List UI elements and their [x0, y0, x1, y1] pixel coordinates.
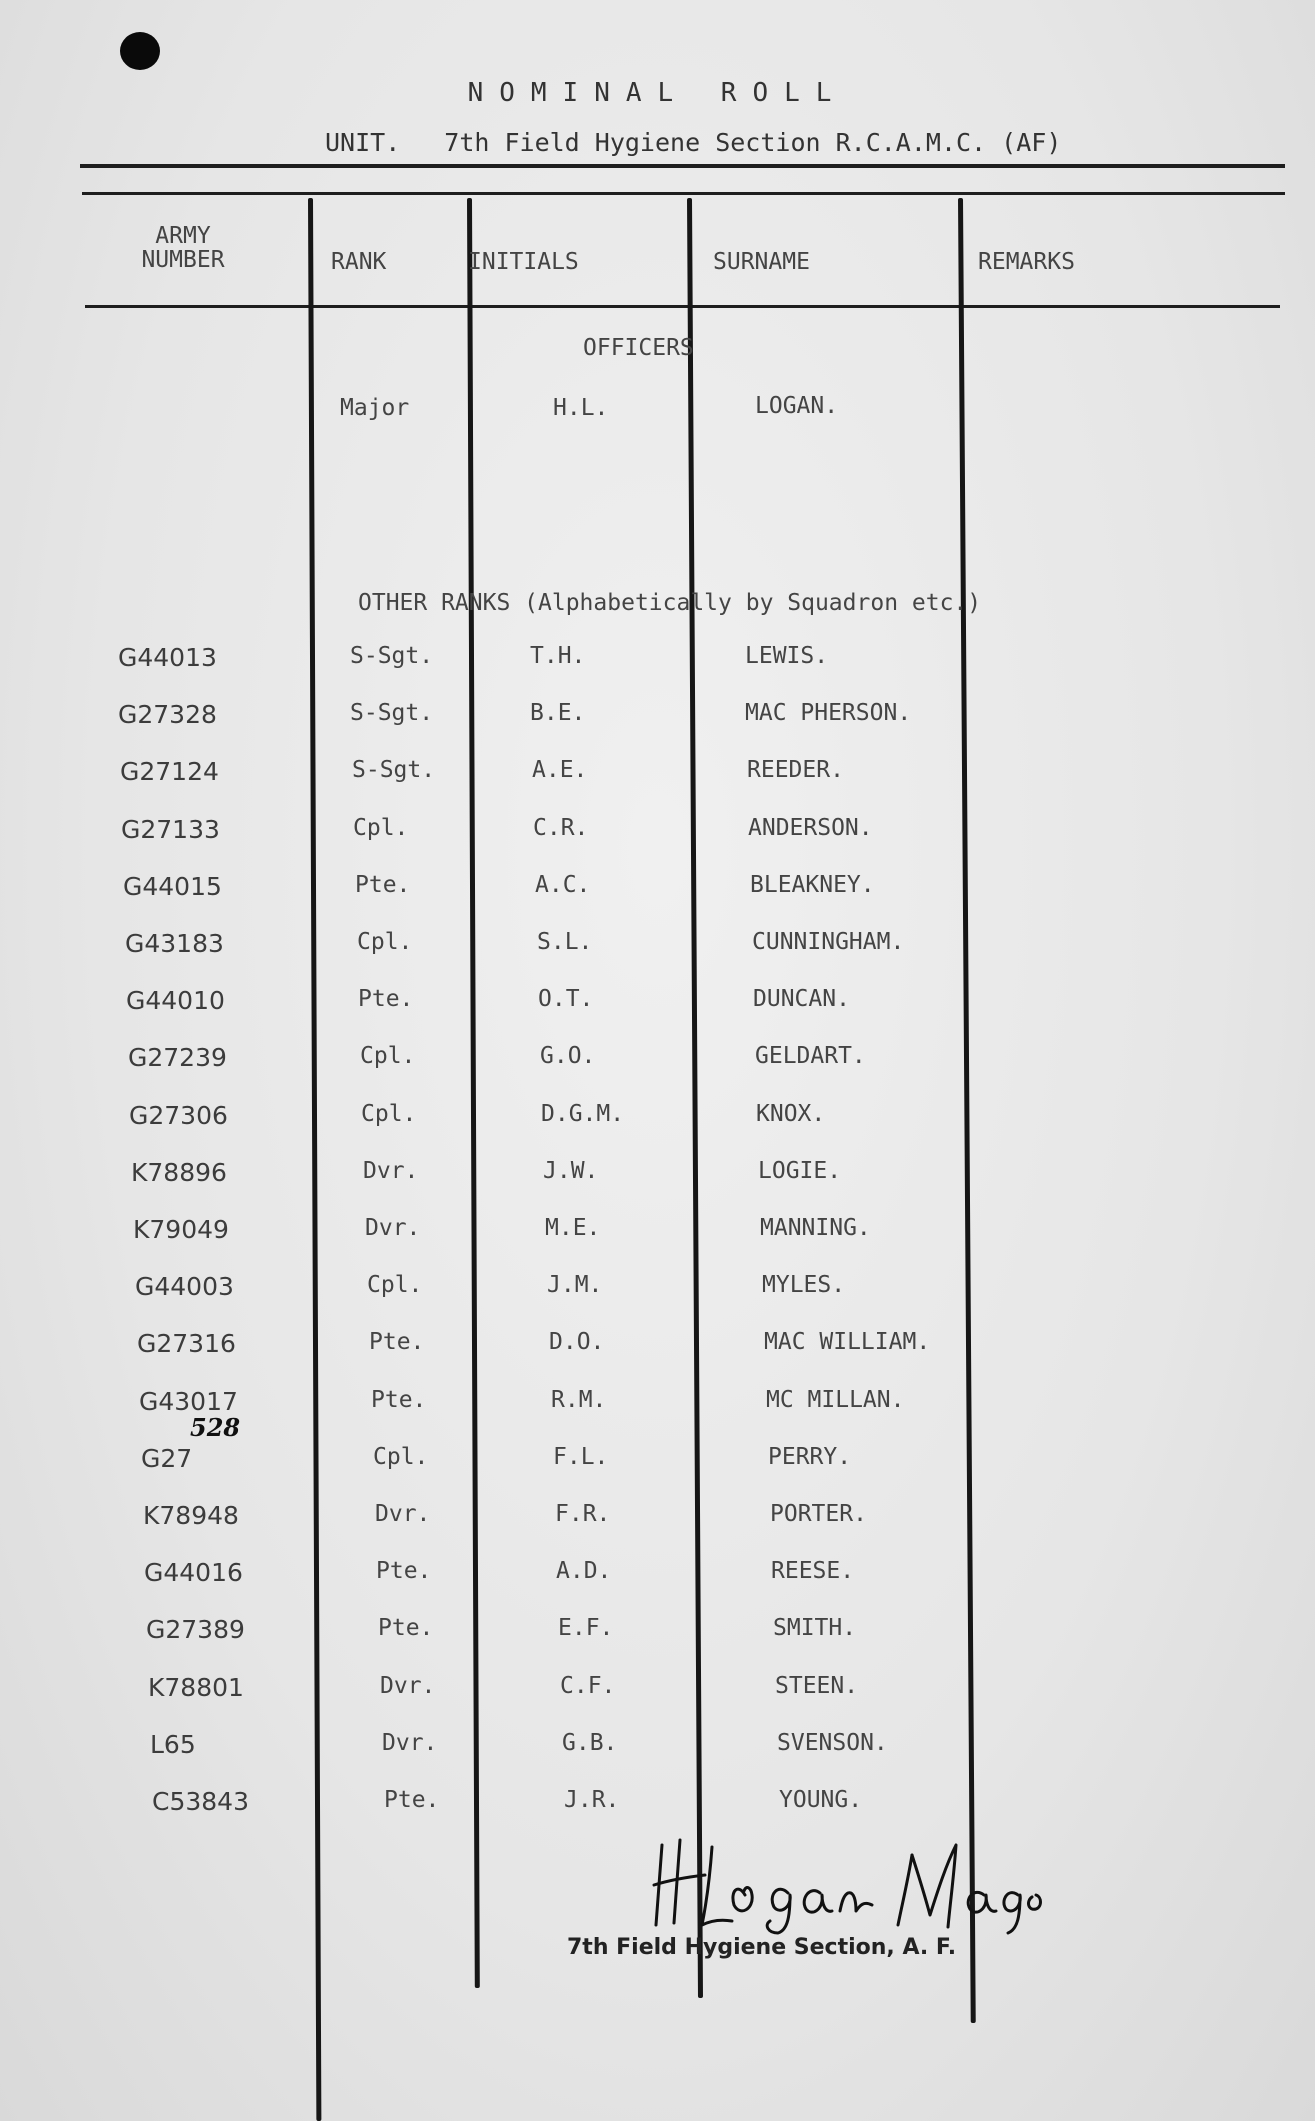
unit-line [325, 128, 1061, 157]
rank-cell: Cpl. [367, 1272, 423, 1299]
initials-cell: A.E. [532, 757, 588, 784]
document-title: NOMINAL ROLL [467, 78, 848, 108]
roll-row [0, 929, 1315, 969]
roll-row [0, 1158, 1315, 1198]
rank-cell: Dvr. [382, 1729, 438, 1756]
initials-cell: B.E. [530, 700, 586, 727]
initials-cell: D.O. [549, 1329, 605, 1356]
surname-cell: REEDER. [747, 757, 844, 784]
rank-cell: Cpl. [360, 1043, 416, 1070]
header-rank: RANK [331, 249, 387, 275]
roll-row [0, 986, 1315, 1026]
roll-row [0, 1501, 1315, 1541]
rank-cell: Dvr. [365, 1215, 421, 1241]
initials-cell: A.C. [535, 871, 591, 898]
roll-row [0, 1558, 1315, 1598]
army-number-cell: C53843 [152, 1787, 249, 1816]
army-number-cell: G27239 [128, 1043, 227, 1073]
officer-surname: LOGAN. [755, 393, 839, 419]
rank-cell: Cpl. [357, 929, 413, 955]
officer-rank: Major [340, 395, 410, 421]
army-number-cell: L65 [150, 1729, 196, 1759]
header-initials: INITIALS [468, 249, 579, 275]
army-number-cell: G44013 [118, 643, 217, 672]
initials-cell: S.L. [537, 929, 593, 955]
initials-cell: R.M. [551, 1386, 607, 1413]
roll-row [0, 1215, 1315, 1255]
rank-cell: Pte. [376, 1558, 432, 1585]
initials-cell: F.L. [553, 1443, 609, 1470]
initials-cell: D.G.M. [541, 1100, 625, 1127]
surname-cell: DUNCAN. [753, 986, 850, 1013]
rank-cell: S-Sgt. [350, 700, 434, 727]
header-bottom-rule [85, 305, 1280, 308]
army-number-cell: G27306 [129, 1100, 228, 1130]
other-ranks-section-label: OTHER RANKS (Alphabetically by Squadron etc.) [358, 590, 982, 616]
roll-row [0, 1329, 1315, 1369]
initials-cell: M.E. [545, 1215, 601, 1241]
army-number-cell: K78896 [131, 1157, 227, 1187]
surname-cell: STEEN. [775, 1672, 859, 1699]
surname-cell: ANDERSON. [748, 814, 873, 841]
roll-row [0, 815, 1315, 855]
header-remarks: REMARKS [978, 249, 1075, 275]
rank-cell: Pte. [358, 986, 414, 1013]
roll-row [0, 1730, 1315, 1770]
surname-cell: MC MILLAN. [766, 1386, 905, 1413]
army-number-cell: G27 [141, 1443, 193, 1473]
rank-cell: Pte. [355, 871, 411, 898]
surname-cell: BLEAKNEY. [750, 871, 875, 898]
surname-cell: LOGIE. [758, 1157, 842, 1184]
army-number-cell: G44015 [123, 871, 222, 901]
surname-cell: SMITH. [773, 1615, 857, 1642]
army-number-cell: G44016 [144, 1558, 243, 1588]
army-number-cell: K78801 [148, 1672, 244, 1702]
unit-label: UNIT. [325, 128, 401, 157]
initials-cell: C.R. [533, 814, 589, 841]
initials-cell: G.B. [562, 1729, 618, 1756]
rank-cell: Pte. [371, 1386, 427, 1413]
initials-cell: O.T. [538, 986, 594, 1013]
army-number-cell: K79049 [133, 1215, 229, 1244]
initials-cell: A.D. [556, 1558, 612, 1585]
rank-cell: Cpl. [373, 1443, 429, 1470]
army-number-cell: K78948 [143, 1501, 239, 1530]
unit-stamp: 7th Field Hygiene Section, A. F. [567, 1935, 957, 1960]
surname-cell: MAC WILLIAM. [764, 1329, 931, 1356]
army-number-cell: G27316 [137, 1329, 236, 1359]
rank-cell: Cpl. [361, 1100, 417, 1127]
army-number-cell: G27133 [121, 814, 220, 844]
officer-initials: H.L. [553, 395, 609, 421]
column-divider-surname [687, 198, 703, 1998]
header-army-number: ARMY NUMBER [141, 223, 225, 274]
surname-cell: CUNNINGHAM. [752, 929, 905, 955]
signature-graphic [650, 1825, 1050, 1935]
unit-name: 7th Field Hygiene Section R.C.A.M.C. (AF) [444, 128, 1062, 157]
surname-cell: MAC PHERSON. [745, 700, 912, 727]
initials-cell: T.H. [530, 643, 586, 669]
roll-row [0, 872, 1315, 912]
surname-cell: KNOX. [756, 1100, 826, 1127]
top-rule [80, 164, 1285, 168]
header-surname: SURNAME [713, 249, 810, 275]
surname-cell: YOUNG. [779, 1787, 863, 1813]
army-number-cell: G43017 [139, 1386, 238, 1416]
rank-cell: Dvr. [380, 1672, 436, 1699]
roll-row [0, 643, 1315, 683]
officers-section-label: OFFICERS [583, 335, 694, 361]
initials-cell: J.M. [547, 1272, 603, 1299]
surname-cell: PERRY. [768, 1443, 852, 1470]
surname-cell: LEWIS. [745, 643, 829, 669]
roll-row [0, 1272, 1315, 1312]
rank-cell: S-Sgt. [350, 643, 434, 669]
initials-cell: F.R. [555, 1501, 611, 1527]
initials-cell: J.W. [543, 1157, 599, 1184]
roll-row [0, 757, 1315, 797]
rank-cell: Pte. [384, 1787, 440, 1813]
surname-cell: GELDART. [755, 1043, 866, 1070]
initials-cell: C.F. [560, 1672, 616, 1699]
initials-cell: G.O. [540, 1043, 596, 1070]
roll-row [0, 1615, 1315, 1655]
header-top-rule [82, 192, 1285, 195]
surname-cell: REESE. [771, 1558, 855, 1585]
initials-cell: E.F. [558, 1615, 614, 1642]
roll-row [0, 700, 1315, 740]
roll-row [0, 1787, 1315, 1827]
rank-cell: Pte. [369, 1329, 425, 1356]
roll-row [0, 1101, 1315, 1141]
roll-row [0, 1444, 1315, 1484]
initials-cell: J.R. [564, 1787, 620, 1813]
army-number-cell: G27328 [118, 700, 217, 730]
column-divider-initials [467, 198, 480, 1988]
rank-cell: Dvr. [375, 1501, 431, 1527]
army-number-cell: G44003 [135, 1272, 234, 1302]
surname-cell: PORTER. [770, 1501, 867, 1527]
army-number-cell: G44010 [126, 986, 225, 1016]
rank-cell: S-Sgt. [352, 757, 436, 784]
surname-cell: SVENSON. [777, 1729, 888, 1756]
rank-cell: Pte. [378, 1615, 434, 1642]
army-number-cell: G27389 [146, 1615, 245, 1645]
rank-cell: Dvr. [363, 1157, 419, 1184]
army-number-cell: G43183 [125, 929, 224, 958]
punch-hole [120, 32, 160, 70]
roll-row [0, 1673, 1315, 1713]
roll-row [0, 1043, 1315, 1083]
army-number-cell: G27124 [120, 757, 219, 787]
surname-cell: MANNING. [760, 1215, 871, 1241]
handwritten-correction: 528 [190, 1413, 241, 1442]
surname-cell: MYLES. [762, 1272, 846, 1299]
rank-cell: Cpl. [353, 814, 409, 841]
